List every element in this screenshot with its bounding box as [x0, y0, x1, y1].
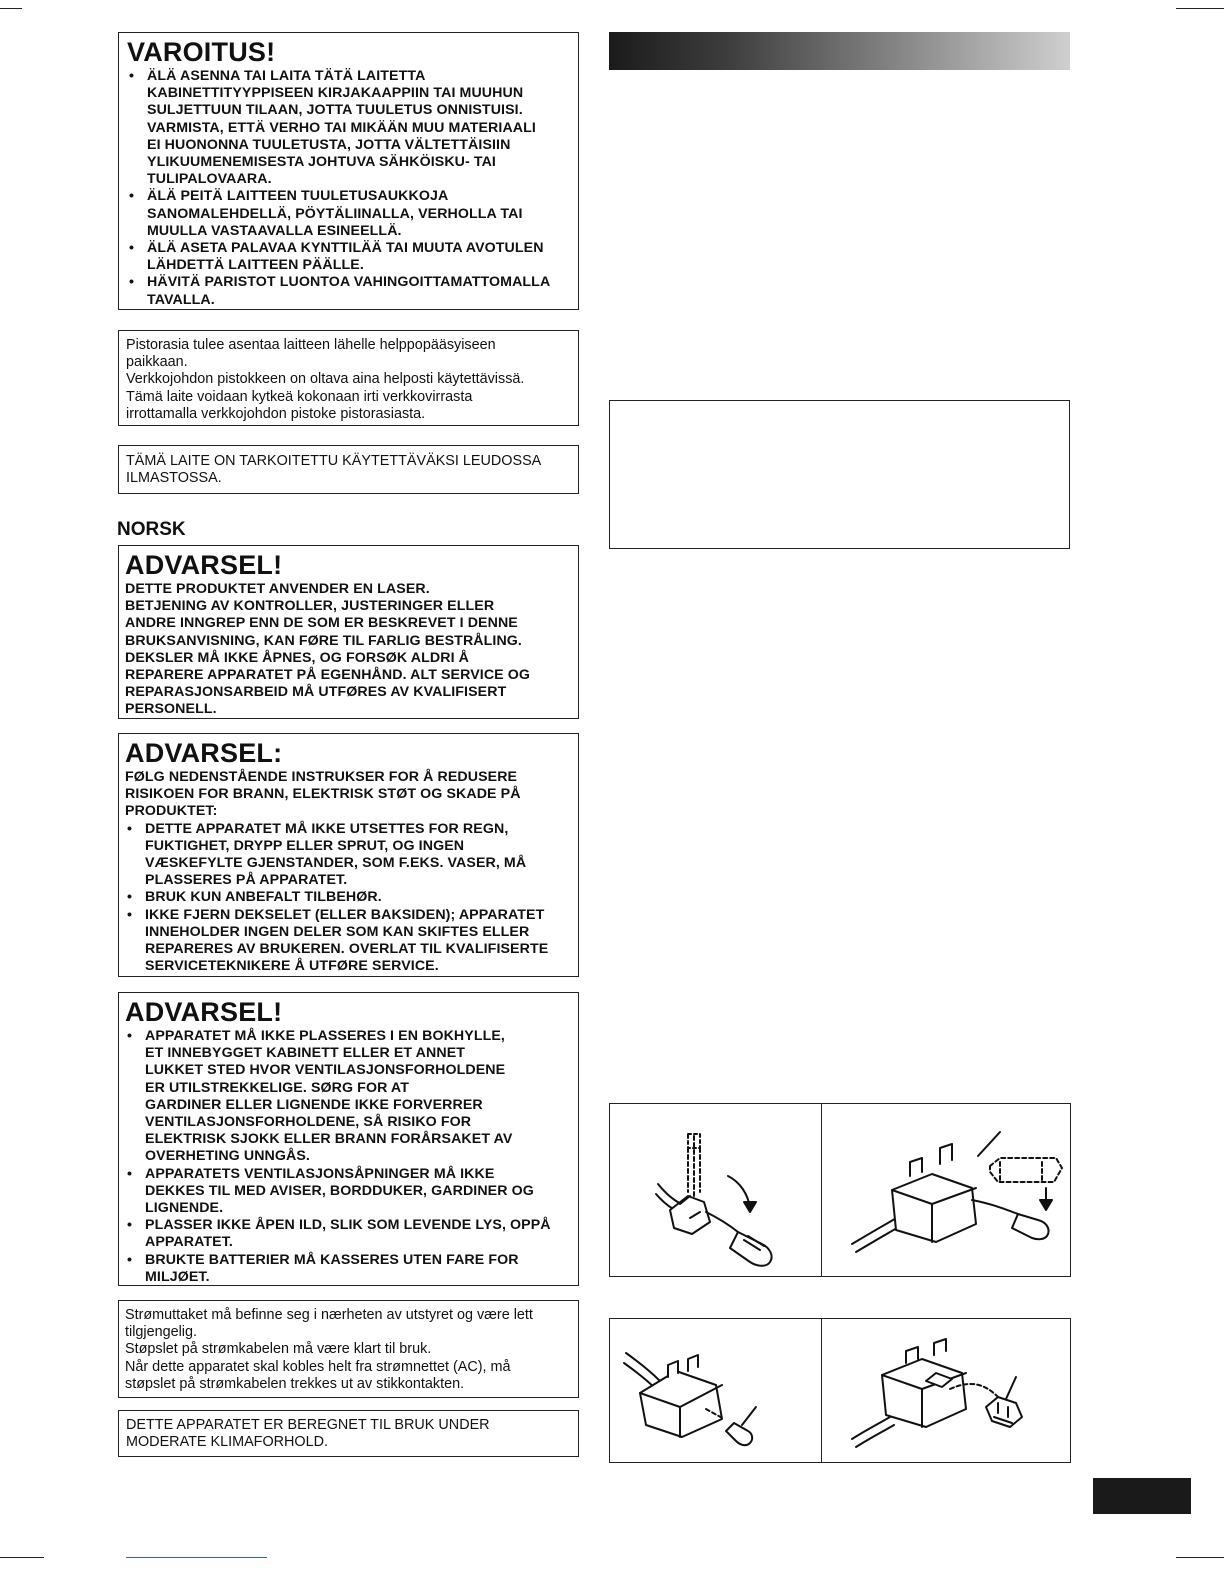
fire-warning-title: ADVARSEL:	[125, 738, 283, 768]
list-item: • PLASSER IKKE ÅPEN ILD, SLIK SOM LEVENDE LYS, OPPÅ APPARATET.	[125, 1217, 572, 1251]
no-climate-box: DETTE APPARATET ER BEREGNET TIL BRUK UNDER MODERATE KLIMAFORHOLD.	[118, 1410, 579, 1457]
plug-screwdriver-icon	[610, 1104, 821, 1276]
fi-outlet-box: Pistorasia tulee asentaa laitteen lähelle helppopääsyiseen paikkaan. Verkkojohdon pistokkeen on oltava aina helposti käytettävissä. Tämä laite voidaan kytkeä kokonaan irti verkkovirrasta irrottamalla verkkojohdon pistoke pistorasiasta.	[118, 330, 579, 426]
figure-row-2	[609, 1318, 1071, 1463]
list-item: • ÄLÄ PEITÄ LAITTEEN TUULETUSAUKKOJA SANOMALEHDELLÄ, PÖYTÄLIINALLA, VERHOLLA TAI MUULLA VASTAAVALLA ESINEELLÄ.	[127, 188, 570, 240]
fire-warning-list	[125, 821, 572, 976]
figure-row-1	[609, 1103, 1071, 1277]
plug-fuse-remove-icon	[610, 1319, 821, 1462]
fire-warning-box: ADVARSEL: FØLG NEDENSTÅENDE INSTRUKSER FOR Å REDUSERE RISIKOEN FOR BRANN, ELEKTRISK STØT OG SKADE PÅ PRODUKTET: • DETTE APPARATET MÅ IKKE UTSETTES FOR REGN, FUKTIGHET, DRYPP ELLER SPRUT, OG INGEN VÆSKEFYLTE GJENSTANDER, SOM F.EKS. VASER, MÅ PLASSERES PÅ APPARATET. • BRUK KUN ANBEFALT TILBEHØR. • IKKE FJERN DEKSELET (ELLER BAKSIDEN); APPARATET INNEHOLDER INGEN DELER SOM KAN SKIFTES ELLER REPARERES AV BRUKEREN. OVERLAT TIL KVALIFISERTE SERVICETEKNIKERE Å UTFØRE SERVICE.	[118, 733, 579, 977]
crop-mark-bottom-left	[0, 1557, 44, 1558]
varoitus-list	[127, 68, 570, 309]
crop-mark-top-left	[0, 8, 22, 9]
page-number-tab	[1093, 1478, 1191, 1514]
list-item: • APPARATET MÅ IKKE PLASSERES I EN BOKHYLLE, ET INNEBYGGET KABINETT ELLER ET ANNET LUKKET STED HVOR VENTILASJONSFORHOLDENE ER UTILSTREKKELIGE. SØRG FOR AT GARDINER ELLER LIGNENDE IKKE FORVERRER VENTILASJONSFORHOLDENE, SÅ RISIKO FOR ELEKTRISK SJOKK ELLER BRANN FORÅRSAKET AV OVERHETING UNNGÅS.	[125, 1028, 572, 1166]
crop-mark-top-right	[1176, 8, 1224, 9]
empty-notice-box	[609, 400, 1070, 549]
list-item: • DETTE APPARATET MÅ IKKE UTSETTES FOR REGN, FUKTIGHET, DRYPP ELLER SPRUT, OG INGEN VÆSKEFYLTE GJENSTANDER, SOM F.EKS. VASER, MÅ PLASSERES PÅ APPARATET.	[125, 821, 572, 890]
list-item: • BRUKTE BATTERIER MÅ KASSERES UTEN FARE FOR MILJØET.	[125, 1252, 572, 1286]
section-header-bar	[609, 32, 1070, 70]
shelf-warning-box	[118, 992, 579, 1286]
fi-climate-box: TÄMÄ LAITE ON TARKOITETTU KÄYTETTÄVÄKSI LEUDOSSA ILMASTOSSA.	[118, 445, 579, 494]
list-item: • APPARATETS VENTILASJONSÅPNINGER MÅ IKKE DEKKES TIL MED AVISER, BORDDUKER, GARDINER OG LIGNENDE.	[125, 1166, 572, 1218]
footer-link-underline	[126, 1557, 267, 1558]
laser-warning-title: ADVARSEL!	[125, 550, 283, 580]
laser-warning-box: ADVARSEL! DETTE PRODUKTET ANVENDER EN LASER. BETJENING AV KONTROLLER, JUSTERINGER ELLER ANDRE INNGREP ENN DE SOM ER BESKREVET I DENNE BRUKSANVISNING, KAN FØRE TIL FARLIG BESTRÅLING. DEKSLER MÅ IKKE ÅPNES, OG FORSØK ALDRI Å REPARERE APPARATET PÅ EGENHÅND. ALT SERVICE OG REPARASJONSARBEID MÅ UTFØRES AV KVALIFISERT PERSONELL.	[118, 545, 579, 719]
list-item: • ÄLÄ ASENNA TAI LAITA TÄTÄ LAITETTA KABINETTITYYPPISEEN KIRJAKAAPPIIN TAI MUUHUN SULJETTUUN TILAAN, JOTTA TUULETUS ONNISTUISI. VARMISTA, ETTÄ VERHO TAI MIKÄÄN MUU MATERIAALI EI HUONONNA TUULETUSTA, JOTTA VÄLTETTÄISIIN YLIKUUMENEMISESTA JOHTUVA SÄHKÖISKU- TAI TULIPALOVAARA.	[127, 68, 570, 188]
list-item: • ÄLÄ ASETA PALAVAA KYNTTILÄÄ TAI MUUTA AVOTULEN LÄHDETTÄ LAITTEEN PÄÄLLE.	[127, 240, 570, 274]
plug-fuse-insert-icon	[822, 1319, 1072, 1462]
shelf-warning-list	[125, 1028, 572, 1286]
list-item: • BRUK KUN ANBEFALT TILBEHØR.	[125, 889, 572, 906]
varoitus-box	[118, 32, 579, 310]
norsk-heading: NORSK	[117, 519, 186, 540]
no-outlet-box: Strømuttaket må befinne seg i nærheten av utstyret og være lett tilgjengelig. Støpslet på strømkabelen må være klart til bruk. Når dette apparatet skal kobles helt fra strømnettet (AC), må støpslet på strømkabelen trekkes ut av stikkontakten.	[118, 1300, 579, 1398]
shelf-warning-title: ADVARSEL!	[125, 997, 283, 1027]
crop-mark-bottom-right	[1176, 1557, 1224, 1558]
list-item: • HÄVITÄ PARISTOT LUONTOA VAHINGOITTAMATTOMALLA TAVALLA.	[127, 274, 570, 308]
plug-fuse-open-icon	[822, 1104, 1072, 1276]
varoitus-title: VAROITUS!	[127, 37, 276, 67]
list-item: • IKKE FJERN DEKSELET (ELLER BAKSIDEN); APPARATET INNEHOLDER INGEN DELER SOM KAN SKIFTES ELLER REPARERES AV BRUKEREN. OVERLAT TIL KVALIFISERTE SERVICETEKNIKERE Å UTFØRE SERVICE.	[125, 907, 572, 976]
